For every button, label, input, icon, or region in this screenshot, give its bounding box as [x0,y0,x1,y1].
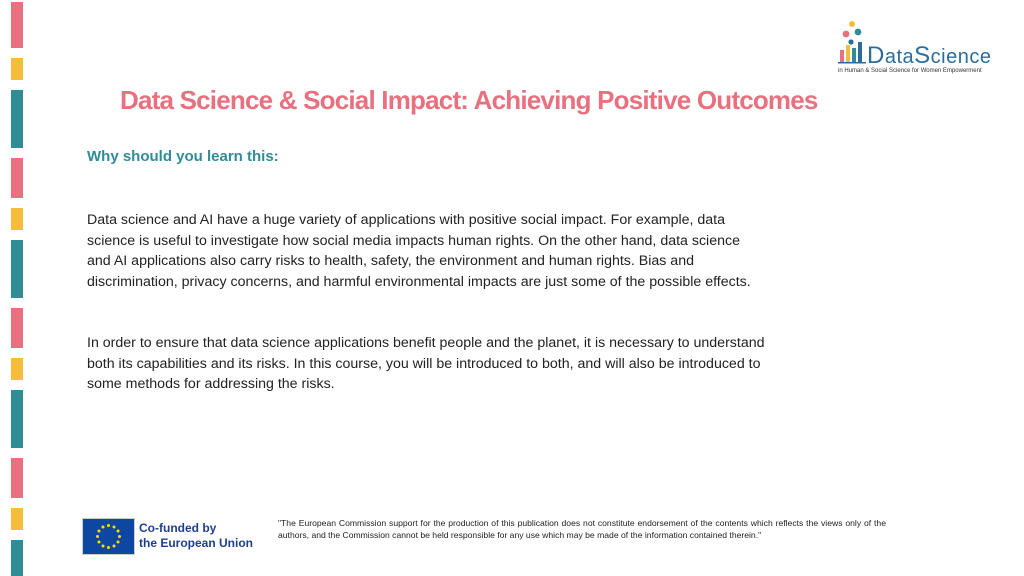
eu-star [107,546,110,549]
side-stripe [11,2,23,48]
eu-star [113,545,116,548]
eu-line-1: Co-funded by [139,521,217,535]
eu-stars-ring-icon [83,519,134,554]
eu-star [107,524,110,527]
logo-emblem-icon [838,20,868,66]
side-stripe [11,458,23,498]
body-paragraph-1: Data science and AI have a huge variety of applications with positive social impact. For example, data science is useful to investigate how social media impacts human rights. On the other hand, data science and AI applications also carry risks to health, safety, the environment and human rights. Bias and discrimination, privacy concerns, and harmful environmental impacts are just some of the possible effects. [87,212,751,290]
side-stripe [11,540,23,576]
logo-tagline: in Human & Social Science for Women Empowerment [838,68,982,74]
eu-star [117,530,120,533]
side-stripe [11,158,23,198]
eu-star [97,530,100,533]
side-stripe [11,508,23,530]
eu-star [117,541,120,544]
side-stripe [11,208,23,230]
eu-star [113,525,116,528]
side-stripe [11,308,23,348]
page-title: Data Science & Social Impact: Achieving Positive Outcomes [120,85,818,115]
eu-star [97,541,100,544]
eu-star [96,535,99,538]
eu-star [102,525,105,528]
eu-star [118,535,121,538]
eu-flag-icon [82,518,135,555]
body-paragraph-2: In order to ensure that data science applications benefit people and the planet, it is necessary to understand both its capabilities and its risks. In this course, you will be introduced to both, and will also be introduced to some methods for addressing the risks. [87,335,765,393]
eu-cofunded-text [139,521,253,550]
side-stripe [11,358,23,380]
datascience-logo [838,20,1008,80]
side-stripe [11,240,23,298]
side-stripe [11,390,23,448]
eu-line-2: the European Union [139,535,253,550]
eu-disclaimer: "The European Commission support for the production of this publication does not constitute endorsement of the contents which reflects the views only of the authors, and the Commission cannot be held responsible for any use which may be made of the information contained therein." [278,518,886,541]
eu-star [102,545,105,548]
side-stripe [11,58,23,80]
side-stripe [11,90,23,148]
section-subtitle: Why should you learn this: [87,148,279,165]
decorative-side-stripes [11,0,23,576]
logo-wordmark: DataScience [867,42,992,69]
